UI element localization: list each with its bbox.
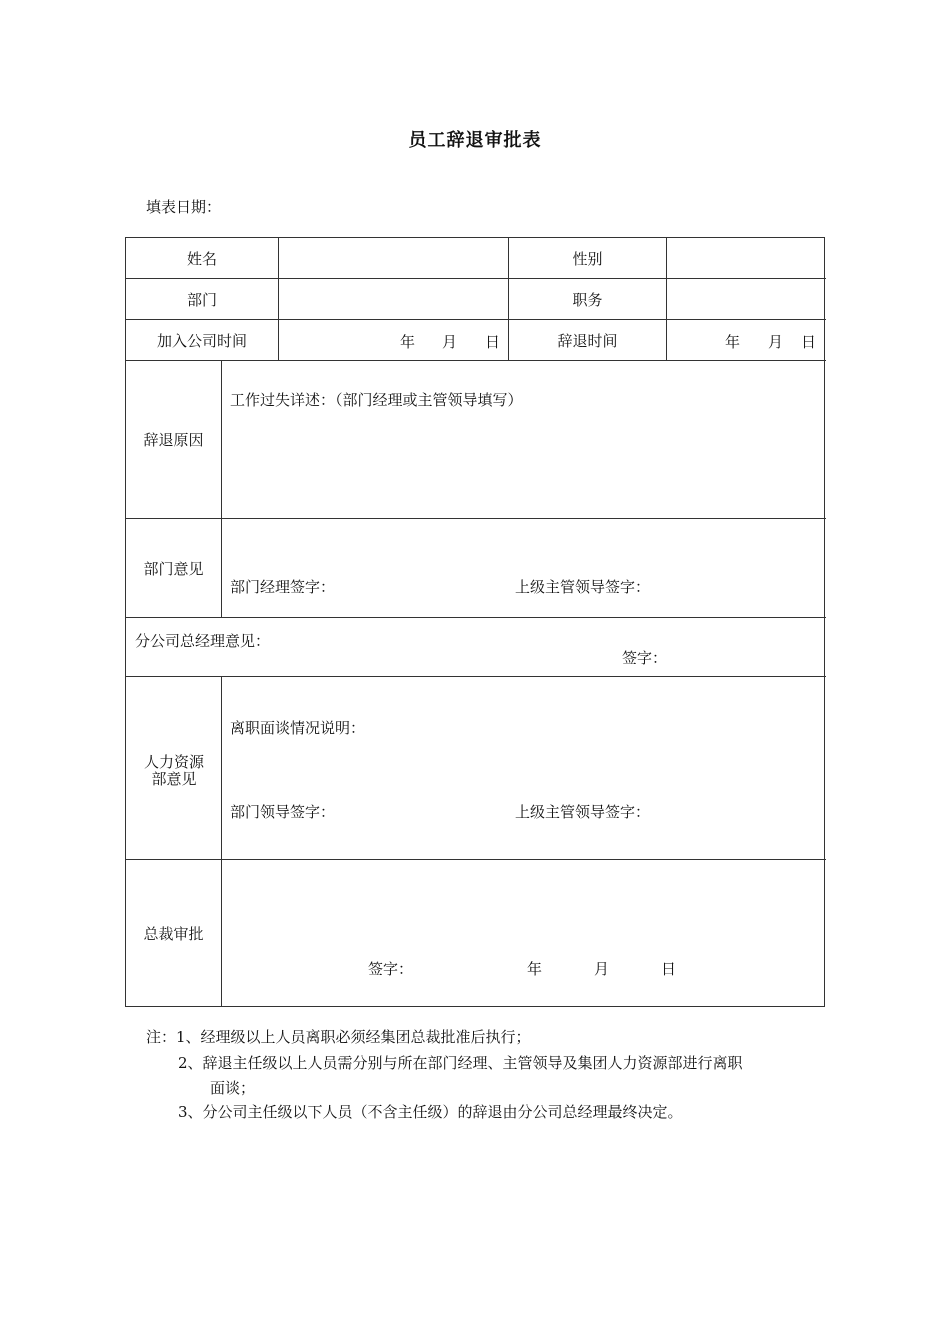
hr-supervisor-signature-label: 上级主管领导签字： [515, 803, 651, 821]
dept-opinion-label: 部门意见 [143, 559, 204, 578]
hr-leader-signature-label: 部门领导签字： [230, 803, 336, 821]
resign-day: 日 [801, 333, 817, 351]
supervisor-signature-label: 上级主管领导签字： [515, 578, 651, 596]
join-day: 日 [485, 333, 501, 351]
fill-date-label: 填表日期： [146, 198, 222, 216]
ceo-month: 月 [594, 960, 610, 978]
note-1: 注：1、经理级以上人员离职必须经集团总裁批准后执行； [146, 1028, 531, 1046]
name-field[interactable] [279, 238, 508, 278]
ceo-signature-label: 签字： [368, 960, 414, 978]
branch-signature-label: 签字： [622, 649, 668, 667]
page-title: 员工辞退审批表 [408, 130, 542, 151]
name-label: 姓名 [186, 249, 217, 268]
approval-form-table [125, 237, 825, 1007]
resign-year: 年 [725, 333, 741, 351]
position-label: 职务 [572, 290, 603, 309]
gender-field[interactable] [667, 238, 825, 278]
reason-label: 辞退原因 [143, 431, 204, 449]
resign-month: 月 [768, 333, 784, 351]
exit-interview-label: 离职面谈情况说明： [230, 719, 366, 737]
gender-label: 性别 [572, 249, 603, 268]
branch-manager-opinion-label: 分公司总经理意见： [135, 632, 271, 650]
note-3: 3、分公司主任级以下人员（不含主任级）的辞退由分公司总经理最终决定。 [178, 1103, 683, 1121]
hr-label-line2: 部意见 [151, 770, 197, 788]
resign-date-label: 辞退时间 [557, 331, 618, 350]
hr-label-line1: 人力资源 [143, 753, 204, 771]
join-month: 月 [442, 333, 458, 351]
department-label: 部门 [186, 290, 217, 309]
ceo-approval-label: 总裁审批 [143, 925, 204, 943]
ceo-year: 年 [527, 960, 543, 978]
dept-manager-signature-label: 部门经理签字： [230, 578, 336, 596]
department-field[interactable] [279, 279, 508, 319]
join-date-label: 加入公司时间 [156, 331, 247, 350]
reason-description-prompt: 工作过失详述：（部门经理或主管领导填写） [230, 391, 523, 409]
ceo-day: 日 [661, 960, 677, 978]
note-2-continued: 面谈； [210, 1079, 256, 1097]
position-field[interactable] [667, 279, 825, 319]
join-year: 年 [400, 333, 416, 351]
note-2: 2、辞退主任级以上人员需分别与所在部门经理、主管领导及集团人力资源部进行离职 [178, 1054, 743, 1072]
